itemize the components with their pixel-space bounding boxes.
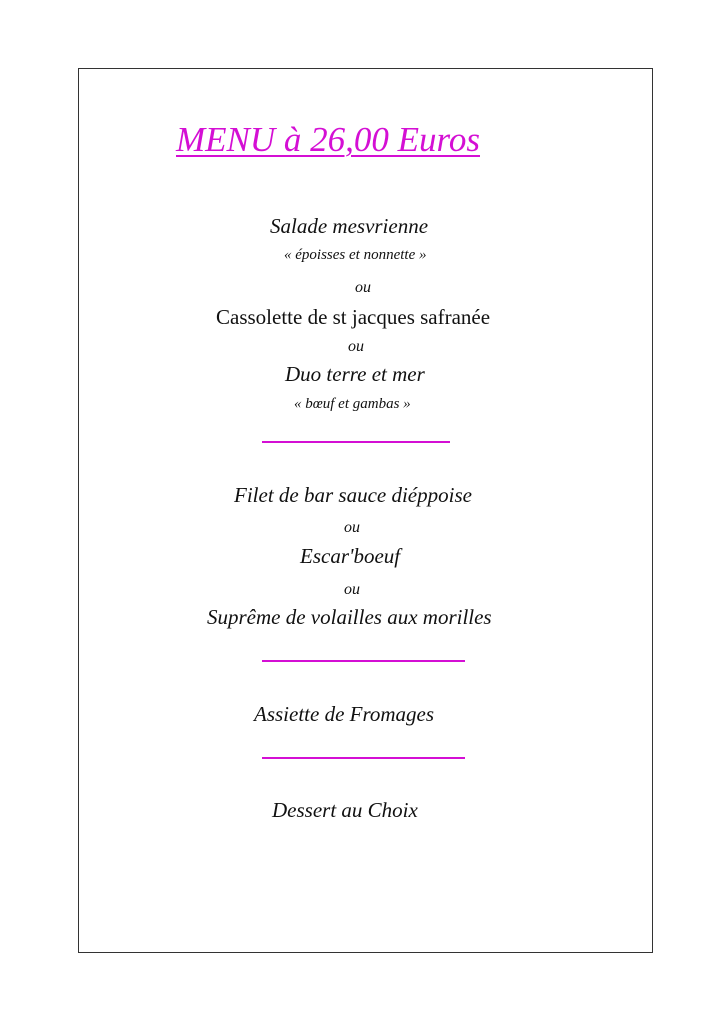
- plat-supreme-volailles: Suprême de volailles aux morilles: [207, 605, 492, 629]
- plat-escarboeuf: Escar'boeuf: [300, 544, 401, 568]
- section-divider: [262, 660, 465, 662]
- ou-separator: ou: [344, 519, 360, 536]
- fromage-assiette: Assiette de Fromages: [254, 702, 435, 726]
- ou-separator: ou: [355, 279, 371, 296]
- dessert-au-choix: Dessert au Choix: [272, 798, 418, 822]
- section-divider: [262, 441, 450, 443]
- ou-separator: ou: [344, 581, 360, 598]
- plat-filet-de-bar: Filet de bar sauce diéppoise: [234, 483, 472, 507]
- section-divider: [262, 757, 465, 759]
- entree-cassolette: Cassolette de st jacques safranée: [216, 305, 491, 329]
- entree-salade-mesvrienne: Salade mesvrienne: [270, 214, 429, 238]
- entree-duo-detail: « bœuf et gambas »: [294, 396, 411, 412]
- menu-title: MENU à 26,00 Euros: [176, 120, 480, 159]
- entree-salade-detail: « époisses et nonnette »: [284, 247, 427, 263]
- ou-separator: ou: [348, 338, 364, 355]
- entree-duo-terre-mer: Duo terre et mer: [285, 362, 425, 386]
